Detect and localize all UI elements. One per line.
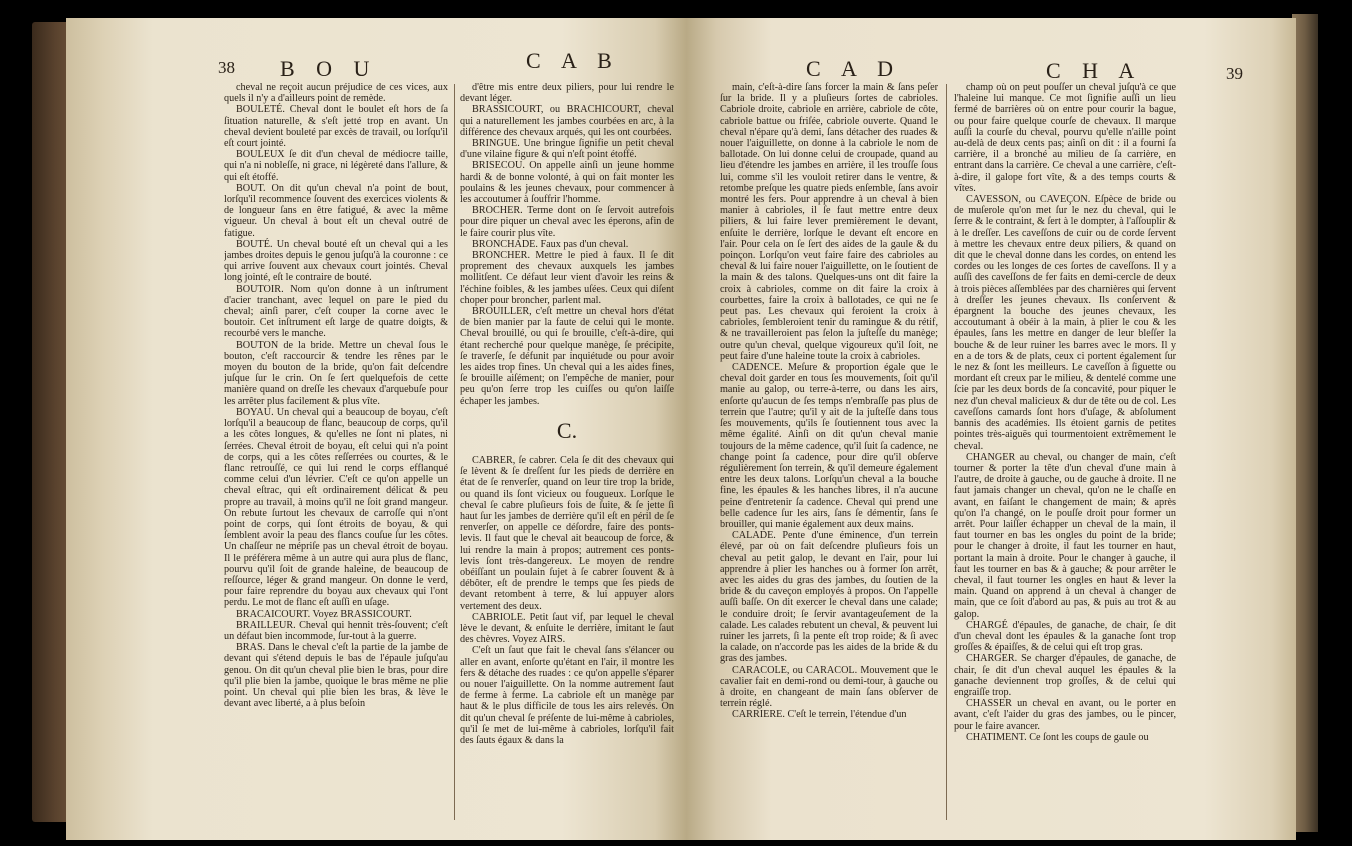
entry-changer: CHANGER au cheval, ou changer de main, c'eſt tourner & porter la tête d'un cheval d'une main à l'autre, de droite à gauche, ou de gauche à droite. Il ne faut jamais changer un cheval, qu'on ne le chaſſe en avant, en faiſant le changement de main; & après qu'on l'a changé, on le pouſſe droit pour former un arrêt. Pour laiſſer échapper un cheval de la main, il faut tourner en bas les ongles du point de la bride; pour le changer à droite, il faut les tourner en haut, portant la main à droite. Pour le changer à gauche, il faut les tourner en bas & à gauche; & pour arrêter le cheval, il faut tourner les ongles en haut & lever la main. Quand on apprend à un cheval à changer de main, que ce ſoit d'abord au pas, & puis au trot & au galop. [954,451,1176,620]
entry-bracaicourt: BRACAICOURT. Voyez BRASSICOURT. [236,608,412,620]
page-number-left: 38 [218,58,235,77]
entry-cadence: CADENCE. Meſure & proportion égale que le cheval doit garder en tous ſes mouvements, ſoit qu'il manie au galop, ou terre-à-terre, ou dans les airs, enſorte qu'aucun de ſes temps n'embraſſe pas plus de terrein que l'autre; qu'il y ait de la juſteſſe dans tous ſes mouvements, qu'ils ſe ſoutiennent tous avec la même égalité. Ainſi on dit qu'un cheval manie toujours de la même cadence, qu'il ſuit ſa cadence, ne change point ſa cadence, pour dire qu'il obſerve régulièrement ſon terrein, & qu'il demeure également entre les deux talons. Lorſqu'un cheval a la bouche fine, les épaules & les hanches libres, il n'a aucune peine d'entretenir ſa cadence. Cheval qui prend une belle cadence ſur les airs, ſans ſe démentir, ſans ſe brouiller, qui manie également aux deux mains. [720,362,938,530]
entry-paragraph: champ où on peut pouſſer un cheval juſqu'à ce que l'haleine lui manque. Ce mot ſignifie auſſi un lieu fermé de barrières où on entre pour courir la bague, ou pour faire quelque courſe de chevaux. Il marque auſſi la courſe du cheval, pourvu qu'elle n'aille point au-delà de deux cents pas; ainſi on dit : il a fourni ſa carrière, il a bronché au milieu de ſa carrière, en entrant dans la carrière. Ce cheval a une carrière, c'eſt-à-dire, il galope fort vîte, & a des temps courts & vîtes. [954,82,1176,194]
right-column-1 [720,82,938,818]
entry-bouleux: BOULEUX ſe dit d'un cheval de médiocre taille, qui n'a ni nobleſſe, ni grace, ni légèreté dans l'allure, & qui eſt étoffé. [224,149,448,183]
entry-chargé: CHARGÉ d'épaules, de ganache, de chair, ſe dit d'un cheval dont les épaules & la ganache ſont trop groſſes & épaiſſes, & de celui qui eſt trop gras. [954,619,1176,654]
entry-boutoir: BOUTOIR. Nom qu'on donne à un inſtrument d'acier tranchant, avec lequel on pare le pied du cheval; ainſi parer, c'eſt couper la corne avec le boutoir. Cet inſtrument eſt large de quatre doigts, & recourbé vers le manche. [224,283,448,340]
entry-bras: BRAS. Dans le cheval c'eſt la partie de la jambe de devant qui s'étend depuis le bas de l'épaule juſqu'au genou. On dit qu'un cheval plie bien le bras, pour dire qu'il plie bien la jambe, quoique le bras même ne plie point. Un cheval qui plie bien les bras, & lève le devant avec liberté, a à plus beſoin [224,642,448,710]
running-head-bou: B O U [280,56,378,81]
entry-caracole: CARACOLE, ou CARACOL. Mouvement que le cavalier fait en demi-rond ou demi-tour, à gauche ou à droite, en changeant de main ſans obſerver de terrein réglé. [720,664,938,710]
entry-carriere: CARRIERE. C'eſt le terrein, l'étendue d'un [732,709,907,721]
column-rule-left [454,84,455,820]
entry-brocher: BROCHER. Terme dont on ſe ſervoit autrefois pour dire piquer un cheval avec les éperons, afin de le faire courir plus vîte. [460,205,674,239]
entry-chasser: CHASSER un cheval en avant, ou le porter en avant, c'eſt l'aider du gras des jambes, ou le pincer, pour le faire avancer. [954,698,1176,732]
entry-paragraph: C'eſt un ſaut que fait le cheval ſans s'élancer ou aller en avant, enſorte qu'étant en l'air, il montre les fers & détache des ruades : ce qu'on appelle s'éparer ou nouer l'aiguillette. On la nomme autrement ſaut de ferme à ferme. La cabriole eſt un manège par haut & le plus difficile de tous les airs relevés. On dit qu'un cheval ſe préſente de lui-même à cabrioles, qu'il ſe met de lui-même à cabrioles, lorſqu'il fait des ſauts égaux & dans la [460,645,674,746]
entry-bronchade: BRONCHADE. Faux pas d'un cheval. [472,238,629,250]
entry-paragraph: main, c'eſt-à-dire ſans forcer la main & ſans peſer ſur la bride. Il y a pluſieurs ſortes de cabrioles. Cabriole droite, cabriole en arrière, cabriole de côte, cabriole battue ou friſée, cabriole ouverte. Quand le cheval n'épare qu'à demi, ſans détacher des ruades & nouer l'aiguillette, on donne à la cabriole le nom de ballotade. On lui donne celui de croupade, quand au lieu d'étendre les jambes en arrière, il les trouſſe ſous lui, comme s'il les vouloit retirer dans le ventre, & retombe preſque les quatre pieds enſemble, ſans avoir montré les fers. Pour apprendre à un cheval à bien manier à cabrioles, il ſe faut mettre entre deux piliers, & lui faire lever premièrement le devant, enſuite le derrière, lorſque le devant eſt encore en l'air. Pour cela on ſe ſert des aides de la gaule & du poinçon. Lorſqu'on veut faire faire des cabrioles au cheval & lui faire nouer l'aiguillette, on le ſoutient de la main & des talons. Quelques-uns ont dit faire la croix à cabrioles, comme on dit faire la croix à courbettes, faire la croix à ballotades, ce qui ne ſe peut pas. Les chevaux qui feroient la croix à cabrioles, ſembleroient tenir du ramingue & du rétif, & ne travailleroient pas ſelon la juſteſſe du manège; outre qu'un cheval, quelque vigoureux qu'il ſoit, ne peut faire d'une haleine toute la croix à cabrioles. [720,82,938,362]
entry-chatiment: CHATIMENT. Ce ſont les coups de gaule ou [966,731,1149,743]
entry-boyau: BOYAU. Un cheval qui a beaucoup de boyau, c'eſt lorſqu'il a beaucoup de flanc, beaucoup de corps, qu'il a les côtes longues, & qu'elles ne ſont ni plates, ni ſerrées. Cheval étroit de boyau, eſt celui qui n'a point de corps, qui a les côtes reſſerrées ou courtes, & le flanc retrouſſé, ce qui lui rend le corps efflanqué comme celui d'un lévrier. C'eſt ce qu'on appelle un cheval eſtrac, qui eſt ordinairement délicat & peu propre au travail, à moins qu'il ne ſoit grand mangeur. On rebute ſurtout les chevaux de carroſſe qui n'ont point de corps, qui ſont étroits de boyau, & qui ſemblent avoir la peau des flancs couſue ſur les côtes. Un chaſſeur ne mépriſe pas un cheval étroit de boyau. Il le préférera même à un autre qui aura plus de flanc, pourvu qu'il ſoit de grande haleine, de beaucoup de reſſource, léger & grand mangeur. On donne le verd, pour faire reprendre du boyau aux chevaux qui l'ont perdu. Le mot de flanc eſt auſſi en uſage. [224,406,448,609]
left-page [66,18,686,840]
entry-brailleur: BRAILLEUR. Cheval qui hennit très-ſouvent; c'eſt un défaut bien incommode, ſur-tout à la guerre. [224,619,448,642]
entry-cabriole: CABRIOLE. Petit ſaut vif, par lequel le cheval lève le devant, & enſuite le derrière, imitant le ſaut des chèvres. Voyez AIRS. [460,611,674,646]
entry-paragraph: d'être mis entre deux piliers, pour lui rendre le devant léger. [460,82,674,105]
entry-bouleté: BOULETÉ. Cheval dont le boulet eſt hors de ſa ſituation naturelle, & s'eſt jetté trop en avant. Un cheval devient bouleté par excès de travail, ou lorſqu'il eſt court jointé. [224,104,448,150]
entry-bouté: BOUTÉ. Un cheval bouté eſt un cheval qui a les jambes droites depuis le genou juſqu'à la couronne : ce qui arrive ſouvent aux chevaux court jointés. Cheval long jointé, eſt le contraire de bouté. [224,238,448,284]
running-head-cad: C A D [806,56,902,81]
left-column-1 [224,82,448,818]
entry-bringue: BRINGUE. Une bringue ſignifie un petit cheval d'une vilaine figure & qui n'eſt point étoffé. [460,138,674,161]
entry-cabrer: CABRER, ſe cabrer. Cela ſe dit des chevaux qui ſe lèvent & ſe dreſſent ſur les pieds de derrière en état de ſe renverſer, quand on leur tire trop la bride, ou quand ils ſont vicieux ou fougueux. Lorſque le cheval ſe cabre pluſieurs fois de ſuite, & ſe jette ſi haut ſur les jambes de derrière qu'il eſt en péril de ſe renverſer, on appelle ce déſordre, faire des ponts-levis. Il faut que le cheval ait beaucoup de force, & lui rendre la main à propos; autrement ces ponts-levis ſont très-dangereux. Le moyen de rendre obéiſſant un poulain ſujet à ſe cabrer ſouvent & à débôter, eſt de prendre le temps que ſes pieds de devant retombent à terre, & lui appuyer alors vertement des deux. [460,454,674,612]
entry-bouton: BOUTON de la bride. Mettre un cheval ſous le bouton, c'eſt raccourcir & tendre les rênes par le moyen du bouton de la bride, qu'on fait deſcendre juſque ſur le crin. On ſe ſert quelquefois de cette manière quand on dreſſe les chevaux d'arquebuſe pour les arrêter plus facilement & plus vîte. [224,339,448,407]
entry-charger: CHARGER. Se charger d'épaules, de ganache, de chair, ſe dit d'un cheval auquel les épaules & la ganache deviennent trop groſſes, & de celui qui engraiſſe trop. [954,653,1176,698]
entry-calade: CALADE. Pente d'une éminence, d'un terrein élevé, par où on fait deſcendre pluſieurs fois un cheval au petit galop, le devant en l'air, pour lui apprendre à plier les hanches ou à former ſon arrêt, avec les aides du gras des jambes, du ſoutien de la bride & du caveçon employés à propos. On l'appelle auſſi baſſe. On dit exercer le cheval dans une calade; le conduire droit; ſe ſervir avantageuſement de la calade. Les calades rebutent un cheval, & peuvent lui ruiner les jarrets, ſi la pente eſt trop roide; & ſi avec la calade, on n'accorde pas les aides de la bride & du gras des jambes. [720,530,938,665]
right-page [686,18,1296,840]
section-letter-c: C. [556,417,578,443]
entry-brassicourt: BRASSICOURT, ou BRACHICOURT, cheval qui a naturellement les jambes courbées en arc, à la différence des chevaux arqués, qui les ont courbées. [460,104,674,138]
entry-bout: BOUT. On dit qu'un cheval n'a point de bout, lorſqu'il recommence ſouvent des exercices violents & de longueur ſans en être fatigué, & avec la même vigueur. Un cheval à bout eſt un cheval outré de fatigue. [224,182,448,239]
running-head-cha: C H A [1046,58,1143,83]
left-column-2 [460,82,674,818]
page-number-right: 39 [1226,64,1243,83]
running-head-cab: C A B [526,48,620,73]
entry-cavesson: CAVESSON, ou CAVEÇON. Eſpèce de bride ou de muſerole qu'on met ſur le nez du cheval, qui le ſerre & le contraint, & ſert à le dompter, à l'aſſouplir & à le dreſſer. Les caveſſons de cuir ou de corde ſervent à mettre les chevaux entre deux piliers, & quand on dit que le cheval donne dans les cordes, on entend les cordes ou les longes de ces ſortes de caveſſons. Il y a auſſi des caveſſons de fer faits en demi-cercle de deux à trois pièces aſſemblées par des charnières qui ſervent à dreſſer les jeunes chevaux. Ils conſervent & épargnent la bouche des jeunes chevaux, les accoutumant à obéir à la main, à plier le cou & les épaules, ſans les mettre en danger de leur bleſſer la bouche & de leur ruiner les barres avec le mors. Il y en a de tors & de plats, ceux ci portent également ſur le nez & ſont les meilleurs. Le caveſſon à ſiguette ou mordant eſt creux par le milieu, & dentelé comme une ſcie par les deux bords de ſa concavité, pour piquer le nez d'un cheval malicieux & dur de tête ou de col. Les caveſſons camards ſont hors d'uſage, & abſolument bannis des académies. Ils étoient garnis de petites pointes très-aiguës qui tourmentoient extrêmement le cheval. [954,194,1176,452]
entry-brisecou: BRISECOU. On appelle ainſi un jeune homme hardi & de bonne volonté, à qui on fait monter les poulains & les jeunes chevaux, pour commencer à les accoutumer à ſouffrir l'homme. [460,160,674,206]
entry-brouiller: BROUILLER, c'eſt mettre un cheval hors d'état de bien manier par la faute de celui qui le monte. Cheval brouillé, ou qui ſe brouille, c'eſt-à-dire, qui étant recherché pour quelque manège, ſe précipite, ſe traverſe, ſe défunit par inquiétude ou pour avoir les aides trop fines. Un cheval qui a les aides fines, ſe brouille aiſément; on l'empêche de manier, pour peu qu'on ſerre trop les cuiſſes ou qu'on laiſſe échaper les jambes. [460,306,674,407]
entry-broncher: BRONCHER. Mettre le pied à faux. Il ſe dit proprement des chevaux auxquels les jambes mollitſent. Ce défaut leur vient d'avoir les reins & l'échine foibles, & les jambes uſées. Ceux qui diſent choper pour broncher, parlent mal. [460,250,674,306]
right-column-2 [954,82,1176,818]
column-rule-right [946,84,947,820]
entry-paragraph: cheval ne reçoit aucun préjudice de ces vices, aux quels il n'y a d'ailleurs point de remède. [224,82,448,105]
